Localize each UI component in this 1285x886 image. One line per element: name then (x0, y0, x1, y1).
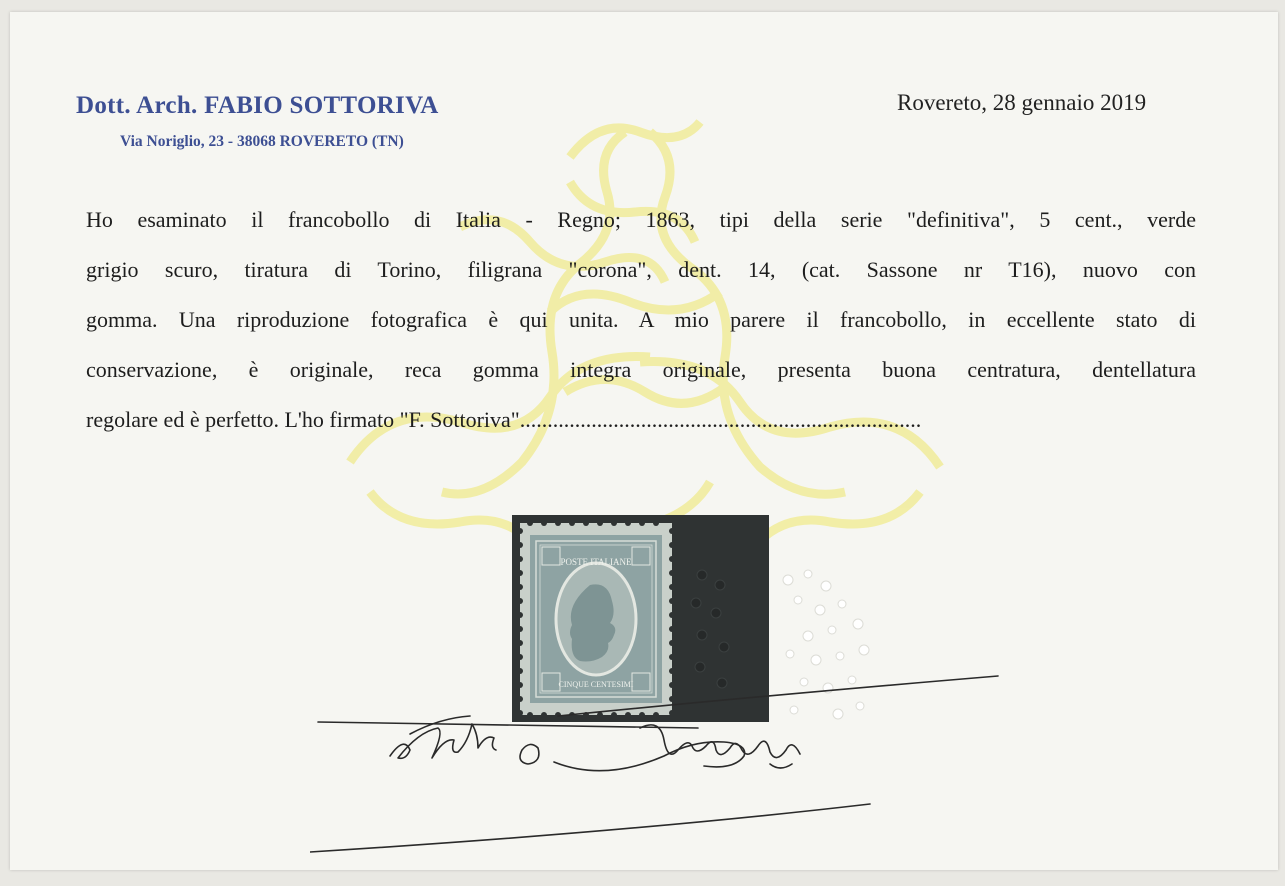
text-line: conservazione, è originale, reca gomma integra originale, presenta buona centratura, dentellatura (86, 357, 1196, 382)
certificate-text (86, 195, 1196, 445)
expert-address: Via Noriglio, 23 - 38068 ROVERETO (TN) (120, 133, 404, 150)
stamp-top-text: POSTE ITALIANE (560, 557, 632, 567)
expert-name: Dott. Arch. FABIO SOTTORIVA (76, 92, 439, 119)
text-line: regolare ed è perfetto. L'ho firmato "F. Sottoriva"......................................................................... (86, 407, 922, 432)
text-line: grigio scuro, tiratura di Torino, filigrana "corona", dent. 14, (cat. Sassone nr T16), nuovo con (86, 257, 1196, 282)
text-line: gomma. Una riproduzione fotografica è qui unita. A mio parere il francobollo, in eccellente stato di (86, 307, 1196, 332)
place-date: Rovereto, 28 gennaio 2019 (897, 90, 1147, 115)
stamp-bottom-text: CINQUE CENTESIMI (558, 680, 634, 689)
text-line: Ho esaminato il francobollo di Italia - Regno; 1863, tipi della serie "definitiva", 5 cent., verde (86, 207, 1196, 232)
certificate-card (10, 12, 1278, 870)
handwritten-signature (310, 652, 1030, 882)
